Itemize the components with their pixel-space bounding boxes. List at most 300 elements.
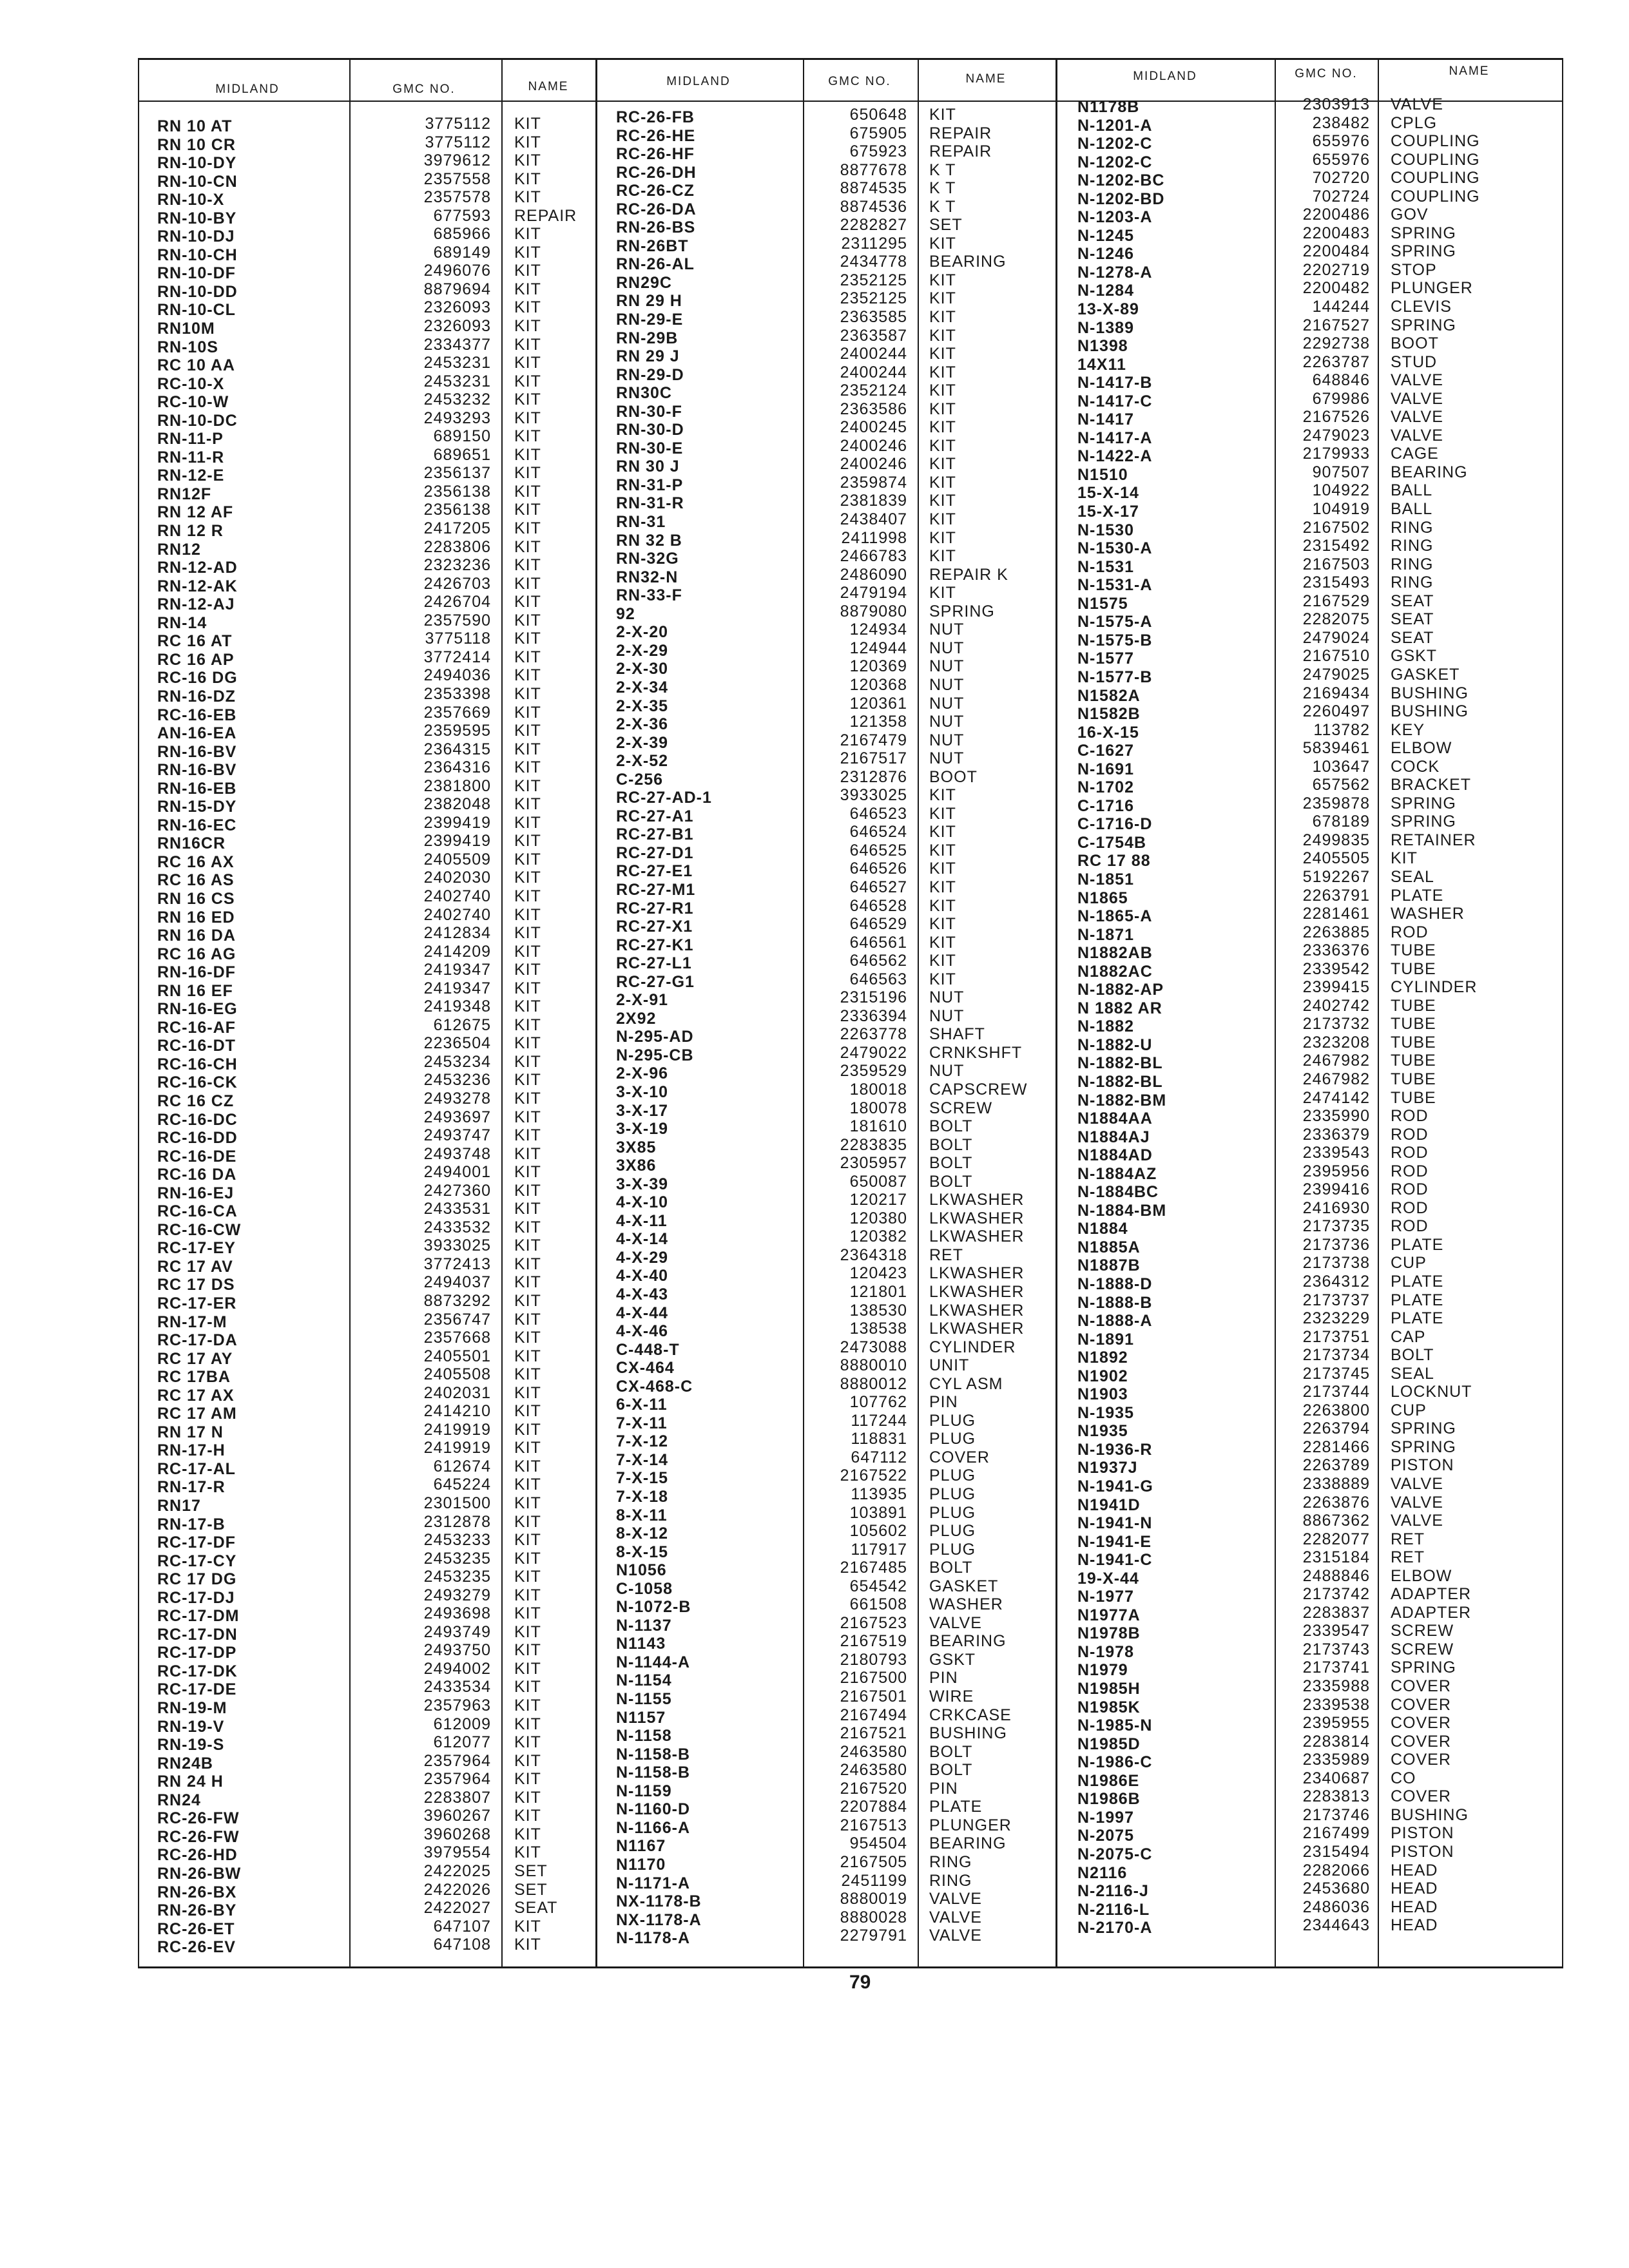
name-cell: KIT <box>514 1383 541 1402</box>
midland-cell: RN-11-P <box>157 430 224 448</box>
midland-cell: RN-16-EC <box>157 816 237 834</box>
midland-cell: N1902 <box>1077 1367 1128 1385</box>
name-cell: KIT <box>929 823 956 841</box>
midland-cell: N-1691 <box>1077 760 1134 778</box>
name-cell: SET <box>514 1861 548 1880</box>
name-cell: KIT <box>514 354 541 372</box>
name-cell: BUSHING <box>1391 702 1469 721</box>
gmc-cell: 120361 <box>849 694 907 713</box>
name-cell: KIT <box>514 1347 541 1365</box>
page-number: 79 <box>849 1972 871 1993</box>
name-cell: KIT <box>514 574 541 593</box>
name-cell: WIRE <box>929 1687 974 1706</box>
midland-cell: RC-26-DA <box>616 200 697 218</box>
midland-cell: N1903 <box>1077 1385 1128 1404</box>
name-cell: KIT <box>514 1273 541 1292</box>
midland-cell: RN 10 CR <box>157 135 236 154</box>
name-cell: KIT <box>929 399 956 418</box>
midland-cell: RN-26BT <box>616 236 689 255</box>
gmc-cell: 677593 <box>433 206 491 225</box>
name-cell: CAP <box>1391 1327 1426 1346</box>
name-cell: SCREW <box>1391 1640 1454 1658</box>
gmc-cell: 2357578 <box>423 188 491 207</box>
name-column <box>514 115 594 1954</box>
name-cell: KIT <box>514 1015 541 1034</box>
midland-cell: N-1417-B <box>1077 374 1153 392</box>
midland-cell: 4-X-10 <box>616 1193 669 1212</box>
gmc-cell: 2493278 <box>423 1089 491 1108</box>
name-cell: SEAT <box>1391 591 1434 610</box>
name-cell: BOLT <box>929 1559 973 1577</box>
midland-cell: N-1159 <box>616 1782 672 1800</box>
midland-cell: RC-16-AF <box>157 1018 236 1037</box>
name-cell: KIT <box>514 1568 541 1586</box>
gmc-cell: 2364315 <box>423 740 491 758</box>
midland-cell: NX-1178-B <box>616 1892 702 1911</box>
name-cell: NUT <box>929 731 965 749</box>
midland-cell: N1935 <box>1077 1422 1128 1441</box>
gmc-cell: 120368 <box>849 675 907 694</box>
gmc-cell: 2426704 <box>423 593 491 611</box>
name-cell: KIT <box>514 1329 541 1347</box>
gmc-cell: 2167499 <box>1302 1824 1370 1843</box>
midland-cell: N-1941-G <box>1077 1477 1153 1496</box>
midland-cell: RN-10-DY <box>157 154 237 173</box>
midland-cell: N-295-AD <box>616 1028 694 1046</box>
midland-cell: RC-17-DE <box>157 1680 237 1699</box>
name-cell: KIT <box>929 234 956 253</box>
midland-cell: N-1160-D <box>616 1800 690 1819</box>
gmc-cell: 646529 <box>849 915 907 934</box>
gmc-cell: 8880019 <box>840 1890 907 1908</box>
midland-cell: N-1202-C <box>1077 135 1153 153</box>
midland-cell: 7-X-15 <box>616 1469 669 1488</box>
gmc-cell: 2200482 <box>1302 279 1370 298</box>
gmc-cell: 678189 <box>1312 812 1370 831</box>
table-left-border <box>138 58 139 1968</box>
name-cell: KIT <box>514 1936 541 1954</box>
gmc-cell: 2405501 <box>423 1347 491 1365</box>
column-divider <box>1275 58 1276 1968</box>
gmc-cell: 2479194 <box>840 584 907 602</box>
name-cell: RING <box>1391 518 1434 537</box>
gmc-cell: 2493697 <box>423 1108 491 1126</box>
gmc-cell: 2405509 <box>423 850 491 869</box>
gmc-cell: 121801 <box>849 1283 907 1301</box>
name-cell: LKWASHER <box>929 1191 1025 1209</box>
name-cell: PISTON <box>1391 1456 1454 1475</box>
name-cell: COVER <box>1391 1732 1451 1751</box>
midland-cell: N-2116-L <box>1077 1900 1150 1919</box>
gmc-cell: 657562 <box>1312 776 1370 794</box>
name-cell: KIT <box>929 271 956 289</box>
gmc-cell: 3960267 <box>423 1807 491 1825</box>
midland-cell: 2-X-52 <box>616 752 669 771</box>
name-cell: COUPLING <box>1391 169 1480 187</box>
midland-cell: RN-16-EJ <box>157 1184 235 1202</box>
midland-cell: 3X86 <box>616 1157 657 1175</box>
gmc-cell: 2419919 <box>423 1420 491 1439</box>
name-cell: TUBE <box>1391 996 1436 1015</box>
gmc-cell: 2493750 <box>423 1641 491 1660</box>
name-cell: KIT <box>514 1512 541 1531</box>
midland-cell: 7-X-12 <box>616 1432 669 1451</box>
gmc-cell: 2357964 <box>423 1751 491 1770</box>
gmc-cell: 103891 <box>849 1503 907 1522</box>
name-cell: PLUG <box>929 1522 976 1541</box>
name-cell: REPAIR <box>514 206 577 225</box>
gmc-cell: 2399416 <box>1302 1180 1370 1199</box>
midland-cell: RN-10-DD <box>157 282 238 301</box>
midland-cell: RC-26-ET <box>157 1919 235 1938</box>
name-cell: KIT <box>514 1659 541 1678</box>
gmc-cell: 2335990 <box>1302 1107 1370 1126</box>
name-cell: KIT <box>514 427 541 446</box>
name-cell: TUBE <box>1391 1070 1436 1088</box>
name-cell: COVER <box>1391 1787 1451 1806</box>
gmc-cell: 8874536 <box>840 197 907 216</box>
name-cell: KIT <box>514 1696 541 1715</box>
gmc-cell: 2356747 <box>423 1310 491 1329</box>
gmc-cell: 3775112 <box>425 115 491 133</box>
gmc-cell: 2359874 <box>840 473 907 492</box>
gmc-cell: 2334377 <box>423 335 491 354</box>
gmc-cell: 2479022 <box>840 1043 907 1062</box>
gmc-cell: 675923 <box>849 142 907 161</box>
midland-cell: N2116 <box>1077 1863 1128 1882</box>
gmc-cell: 2493293 <box>423 408 491 427</box>
name-cell: NUT <box>929 620 965 639</box>
name-cell: KIT <box>514 648 541 666</box>
gmc-cell: 2382048 <box>423 795 491 814</box>
midland-cell: N-1978 <box>1077 1642 1134 1661</box>
midland-cell: N-1158-B <box>616 1745 690 1763</box>
gmc-cell: 2167519 <box>840 1632 907 1651</box>
midland-cell: RC-17-ER <box>157 1294 237 1312</box>
column-divider <box>1055 58 1057 1968</box>
name-cell: BOLT <box>929 1742 973 1761</box>
name-cell: COUPLING <box>1391 132 1480 151</box>
name-cell: KIT <box>514 684 541 703</box>
gmc-cell: 689150 <box>433 427 491 446</box>
midland-cell: RN 16 DA <box>157 927 236 945</box>
midland-cell: RN-17-R <box>157 1478 226 1497</box>
gmc-cell: 120369 <box>849 657 907 676</box>
gmc-cell: 2167527 <box>1302 316 1370 334</box>
name-cell: SPRING <box>929 602 995 620</box>
gmc-cell: 144244 <box>1312 298 1370 316</box>
midland-cell: RC-16-DC <box>157 1110 238 1129</box>
midland-cell: N-1882-BM <box>1077 1091 1167 1110</box>
midland-cell: RN-30-F <box>616 402 682 421</box>
midland-cell: RN-12-E <box>157 466 225 485</box>
gmc-cell: 2400246 <box>840 455 907 474</box>
midland-cell: RN29C <box>616 273 672 292</box>
midland-cell: 7-X-14 <box>616 1450 669 1469</box>
name-cell: SPRING <box>1391 1658 1456 1677</box>
name-cell: BEARING <box>929 253 1007 271</box>
name-cell: CYLINDER <box>929 1338 1016 1356</box>
gmc-cell: 2169434 <box>1302 684 1370 702</box>
gmc-cell: 2494001 <box>423 1163 491 1182</box>
header-name: NAME <box>528 80 569 93</box>
name-cell: KIT <box>514 722 541 740</box>
midland-cell: 3X85 <box>616 1138 657 1157</box>
gmc-cell: 2167523 <box>840 1613 907 1632</box>
gmc-cell: 8867362 <box>1302 1512 1370 1530</box>
gmc-cell: 8880010 <box>840 1356 907 1375</box>
midland-cell: RN-19-M <box>157 1699 227 1718</box>
midland-cell: RC-17-EY <box>157 1239 236 1258</box>
name-cell: BEARING <box>1391 463 1468 481</box>
name-cell: KIT <box>514 905 541 924</box>
gmc-cell: 2486090 <box>840 565 907 584</box>
gmc-cell: 2474142 <box>1302 1088 1370 1107</box>
midland-cell: 4-X-11 <box>616 1211 668 1230</box>
gmc-cell: 2200484 <box>1302 242 1370 261</box>
gmc-cell: 2400245 <box>840 418 907 437</box>
midland-cell: N-1417-A <box>1077 428 1153 447</box>
header-name: NAME <box>965 72 1007 86</box>
gmc-cell: 2493279 <box>423 1586 491 1604</box>
midland-cell: RC-27-B1 <box>616 825 694 844</box>
name-cell: K T <box>929 160 956 179</box>
midland-cell: RN 16 ED <box>157 908 235 927</box>
gmc-cell: 2200483 <box>1302 224 1370 242</box>
gmc-cell: 2353398 <box>423 684 491 703</box>
midland-cell: RC-17-DK <box>157 1662 238 1680</box>
name-cell: K T <box>929 197 956 216</box>
midland-cell: RC 16 AX <box>157 852 235 871</box>
name-cell: BUSHING <box>929 1724 1007 1743</box>
gmc-cell: 2281466 <box>1302 1437 1370 1456</box>
midland-cell: N-1985-N <box>1077 1716 1153 1735</box>
midland-cell: RC 16 AS <box>157 871 235 890</box>
name-cell: PLUG <box>929 1503 976 1522</box>
gmc-cell: 120382 <box>849 1227 907 1246</box>
midland-cell: RN-29-D <box>616 365 684 384</box>
midland-cell: N-1891 <box>1077 1330 1134 1349</box>
name-cell: ADAPTER <box>1391 1603 1472 1622</box>
gmc-cell: 2167520 <box>840 1779 907 1798</box>
midland-cell: RN-26-BY <box>157 1901 237 1920</box>
midland-cell: N1941D <box>1077 1495 1141 1514</box>
gmc-cell: 2312878 <box>423 1512 491 1531</box>
midland-cell: N1582B <box>1077 705 1141 724</box>
name-cell: BOOT <box>929 767 978 786</box>
name-cell: KIT <box>514 317 541 336</box>
gmc-cell: 2467982 <box>1302 1070 1370 1088</box>
gmc-cell: 120217 <box>849 1191 907 1209</box>
gmc-cell: 2326093 <box>423 298 491 317</box>
gmc-cell: 2419347 <box>423 961 491 979</box>
name-cell: KIT <box>514 243 541 262</box>
name-cell: VALVE <box>1391 1512 1443 1530</box>
gmc-cell: 5839461 <box>1302 739 1370 758</box>
name-cell: PLUG <box>929 1411 976 1430</box>
midland-cell: RC-27-AD-1 <box>616 789 712 807</box>
gmc-cell: 2395955 <box>1302 1714 1370 1733</box>
midland-cell: 6-X-11 <box>616 1396 668 1414</box>
midland-cell: N-1144-A <box>616 1653 690 1671</box>
name-cell: KIT <box>514 1586 541 1604</box>
name-cell: VALVE <box>1391 426 1443 445</box>
name-cell: PLATE <box>1391 1235 1444 1254</box>
midland-cell: 4-X-46 <box>616 1322 669 1341</box>
gmc-cell: 2411998 <box>841 528 907 547</box>
name-cell: SPRING <box>1391 794 1456 812</box>
gmc-cell: 117917 <box>851 1540 907 1559</box>
midland-cell: N-1575-B <box>1077 631 1153 649</box>
name-cell: STUD <box>1391 352 1438 371</box>
name-cell: PLATE <box>1391 1273 1444 1291</box>
midland-cell: RN 16 CS <box>157 889 235 908</box>
name-cell: SEAT <box>514 1899 558 1917</box>
midland-cell: N1986E <box>1077 1771 1140 1790</box>
gmc-cell: 2282827 <box>840 216 907 235</box>
gmc-cell: 2303913 <box>1302 95 1370 113</box>
gmc-cell: 689149 <box>433 243 491 262</box>
name-cell: BUSHING <box>1391 1805 1469 1824</box>
gmc-cell: 612675 <box>433 1015 491 1034</box>
name-cell: NUT <box>929 988 965 1007</box>
midland-cell: RC-27-D1 <box>616 843 694 862</box>
midland-cell: 2-X-30 <box>616 660 669 678</box>
name-cell: BEARING <box>929 1834 1007 1853</box>
midland-cell: 7-X-11 <box>616 1414 668 1432</box>
name-cell: KIT <box>514 776 541 795</box>
midland-cell: N1170 <box>616 1855 666 1874</box>
midland-cell: RN12 <box>157 540 201 559</box>
name-cell: KIT <box>929 970 956 988</box>
gmc-cell: 2167479 <box>840 731 907 749</box>
name-cell: KIT <box>514 1181 541 1200</box>
gmc-cell: 180078 <box>849 1099 907 1117</box>
gmc-cell: 2283813 <box>1302 1787 1370 1806</box>
midland-cell: N 1882 AR <box>1077 999 1162 1017</box>
midland-cell: RN-16-DZ <box>157 687 236 706</box>
gmc-cell: 2412834 <box>423 924 491 943</box>
gmc-cell: 2496076 <box>423 262 491 280</box>
gmc-cell: 2173741 <box>1302 1658 1370 1677</box>
midland-cell: RC-16 DG <box>157 669 238 687</box>
name-cell: KIT <box>514 997 541 1016</box>
midland-cell: RN-10S <box>157 338 218 356</box>
midland-cell: 16-X-15 <box>1077 723 1139 742</box>
gmc-cell: 2493749 <box>423 1622 491 1641</box>
name-cell: K T <box>929 179 956 198</box>
gmc-cell: 8877678 <box>840 160 907 179</box>
midland-cell: N-1977 <box>1077 1588 1134 1606</box>
midland-cell: N-1531-A <box>1077 576 1153 595</box>
gmc-cell: 2479025 <box>1302 665 1370 684</box>
gmc-cell: 2202719 <box>1302 260 1370 279</box>
name-cell: KIT <box>514 611 541 629</box>
midland-cell: 3-X-19 <box>616 1120 669 1139</box>
name-cell: KIT <box>514 869 541 887</box>
midland-cell: N1986B <box>1077 1790 1141 1809</box>
name-cell: SEAL <box>1391 867 1434 886</box>
midland-cell: RC-17-DP <box>157 1644 237 1662</box>
gmc-cell: 2315494 <box>1302 1842 1370 1861</box>
midland-cell: N-1884AZ <box>1077 1164 1157 1183</box>
name-cell: PLUG <box>929 1540 976 1559</box>
gmc-cell: 654542 <box>849 1577 907 1595</box>
midland-cell: RN 29 J <box>616 347 680 366</box>
name-cell: CYL ASM <box>929 1374 1003 1393</box>
name-column <box>1391 95 1561 1935</box>
midland-cell: RN-17-H <box>157 1441 226 1460</box>
name-cell: CAPSCREW <box>929 1080 1028 1099</box>
midland-cell: N1985D <box>1077 1735 1141 1753</box>
midland-cell: RC-26-HF <box>616 145 695 164</box>
midland-cell: N-1851 <box>1077 870 1134 889</box>
midland-cell: N1882AB <box>1077 944 1153 963</box>
name-cell: CRNKSHFT <box>929 1043 1023 1062</box>
gmc-cell: 3933025 <box>840 786 907 805</box>
gmc-cell: 2179933 <box>1302 445 1370 463</box>
gmc-cell: 689651 <box>433 445 491 464</box>
gmc-cell: 650648 <box>849 106 907 124</box>
gmc-cell: 647112 <box>851 1448 907 1466</box>
gmc-cell: 2335989 <box>1302 1751 1370 1769</box>
name-cell: KIT <box>514 1733 541 1752</box>
name-cell: KIT <box>514 1108 541 1126</box>
name-cell: KIT <box>929 584 956 602</box>
gmc-cell: 2301500 <box>423 1494 491 1513</box>
midland-cell: N-1941-N <box>1077 1514 1153 1533</box>
midland-cell: RC-17-DF <box>157 1533 236 1552</box>
midland-cell: RN10M <box>157 320 215 338</box>
name-cell: KIT <box>929 860 956 878</box>
name-cell: KIT <box>514 225 541 244</box>
gmc-cell: 2315196 <box>840 988 907 1007</box>
name-cell: KIT <box>514 1917 541 1936</box>
gmc-cell: 2419348 <box>423 997 491 1016</box>
gmc-cell: 2453233 <box>423 1531 491 1550</box>
midland-cell: RN24B <box>157 1754 213 1773</box>
name-cell: ROD <box>1391 1107 1429 1126</box>
gmc-cell: 646561 <box>849 933 907 952</box>
gmc-cell: 2493748 <box>423 1144 491 1163</box>
midland-cell: RC 17 AX <box>157 1386 235 1405</box>
midland-cell: N1143 <box>616 1635 666 1653</box>
midland-cell: RC 17 AV <box>157 1257 233 1276</box>
gmc-cell: 2416930 <box>1302 1198 1370 1217</box>
midland-cell: RC 16 CZ <box>157 1091 235 1110</box>
gmc-cell: 2363585 <box>840 308 907 327</box>
midland-cell: RN 24 H <box>157 1773 224 1791</box>
gmc-cell: 655976 <box>1312 150 1370 169</box>
table-bottom-border <box>138 1966 1563 1968</box>
name-cell: NUT <box>929 639 965 657</box>
gmc-cell: 612674 <box>433 1457 491 1475</box>
midland-cell: N-1417-C <box>1077 392 1153 410</box>
name-cell: SCREW <box>929 1099 993 1117</box>
gmc-cell: 2282066 <box>1302 1861 1370 1879</box>
name-cell: NUT <box>929 1006 965 1025</box>
name-cell: LKWASHER <box>929 1227 1025 1246</box>
gmc-cell: 647107 <box>433 1917 491 1936</box>
gmc-cell: 2283837 <box>1302 1603 1370 1622</box>
gmc-cell: 2352124 <box>840 381 907 400</box>
name-cell: SPRING <box>1391 1419 1456 1438</box>
gmc-cell: 105602 <box>849 1522 907 1541</box>
name-cell: KIT <box>514 1126 541 1145</box>
gmc-cell: 2433534 <box>423 1678 491 1696</box>
gmc-cell: 8879694 <box>423 280 491 298</box>
gmc-cell: 120380 <box>849 1209 907 1227</box>
